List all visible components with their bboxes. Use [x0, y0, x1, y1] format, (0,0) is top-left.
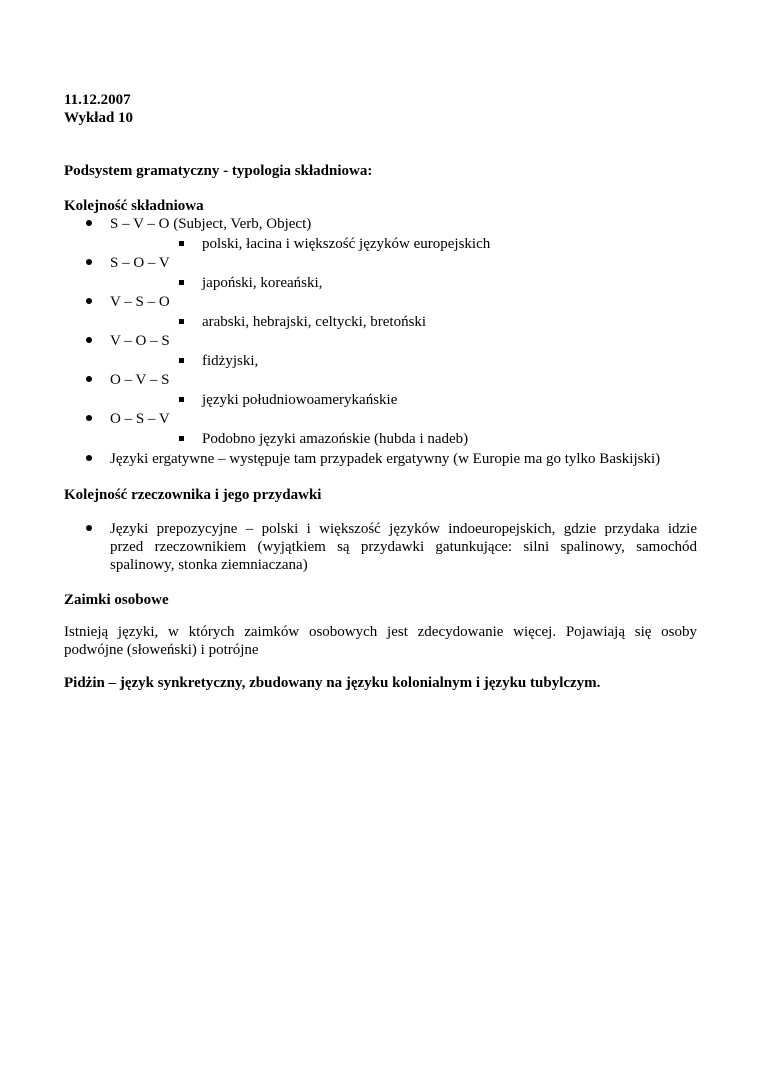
word-order-item: O – S – V [110, 411, 170, 427]
bullet-icon [86, 254, 96, 272]
bullet-icon [86, 450, 96, 468]
bullet-icon [86, 332, 96, 350]
square-bullet-icon [179, 352, 184, 370]
word-order-heading: Kolejność składniowa [64, 198, 204, 214]
square-bullet-icon [179, 430, 184, 448]
word-order-item: V – S – O [110, 294, 170, 310]
noun-order-paragraph [110, 520, 697, 574]
bullet-icon [86, 410, 96, 428]
lecture-line: Wykład 10 [64, 110, 134, 126]
paragraph-line: spalinowy, stonka ziemniaczana) [110, 557, 308, 573]
paragraph-line: Języki prepozycyjne – polski i większość języków indoeuropejskich, gdzie przydaka idzie [110, 521, 697, 537]
bullet-icon [86, 371, 96, 389]
word-order-example: Podobno języki amazońskie (hubda i nadeb) [202, 431, 469, 447]
section-title: Podsystem gramatyczny - typologia składniowa: [64, 163, 373, 179]
ergative-item: Języki ergatywne – występuje tam przypadek ergatywny (w Europie ma go tylko Baskijski) [110, 451, 661, 467]
word-order-item: S – V – O (Subject, Verb, Object) [110, 216, 312, 232]
pronouns-heading: Zaimki osobowe [64, 592, 169, 608]
square-bullet-icon [179, 313, 184, 331]
bullet-icon [86, 293, 96, 311]
square-bullet-icon [179, 274, 184, 292]
word-order-item: S – O – V [110, 255, 170, 271]
word-order-example: arabski, hebrajski, celtycki, bretoński [202, 314, 427, 330]
noun-order-heading: Kolejność rzeczownika i jego przydawki [64, 487, 322, 503]
square-bullet-icon [179, 391, 184, 409]
word-order-example: polski, łacina i większość języków europejskich [202, 236, 491, 252]
word-order-example: fidżyjski, [202, 353, 259, 369]
paragraph-line: przed rzeczownikiem (wyjątkiem są przydawki gatunkujące: silni spalinowy, samochód [110, 539, 697, 555]
pronouns-paragraph [64, 623, 697, 659]
bullet-icon [86, 215, 96, 233]
paragraph-line: Istnieją języki, w których zaimków osobowych jest zdecydowanie więcej. Pojawiają się osoby [64, 624, 697, 640]
square-bullet-icon [179, 235, 184, 253]
date-line: 11.12.2007 [64, 92, 131, 108]
word-order-item: O – V – S [110, 372, 170, 388]
word-order-example: języki południowoamerykańskie [202, 392, 398, 408]
bullet-icon [86, 520, 96, 538]
word-order-example: japoński, koreański, [202, 275, 323, 291]
word-order-item: V – O – S [110, 333, 170, 349]
paragraph-line: podwójne (słoweński) i potrójne [64, 642, 259, 658]
pidgin-line: Pidżin – język synkretyczny, zbudowany na języku kolonialnym i języku tubylczym. [64, 675, 601, 691]
